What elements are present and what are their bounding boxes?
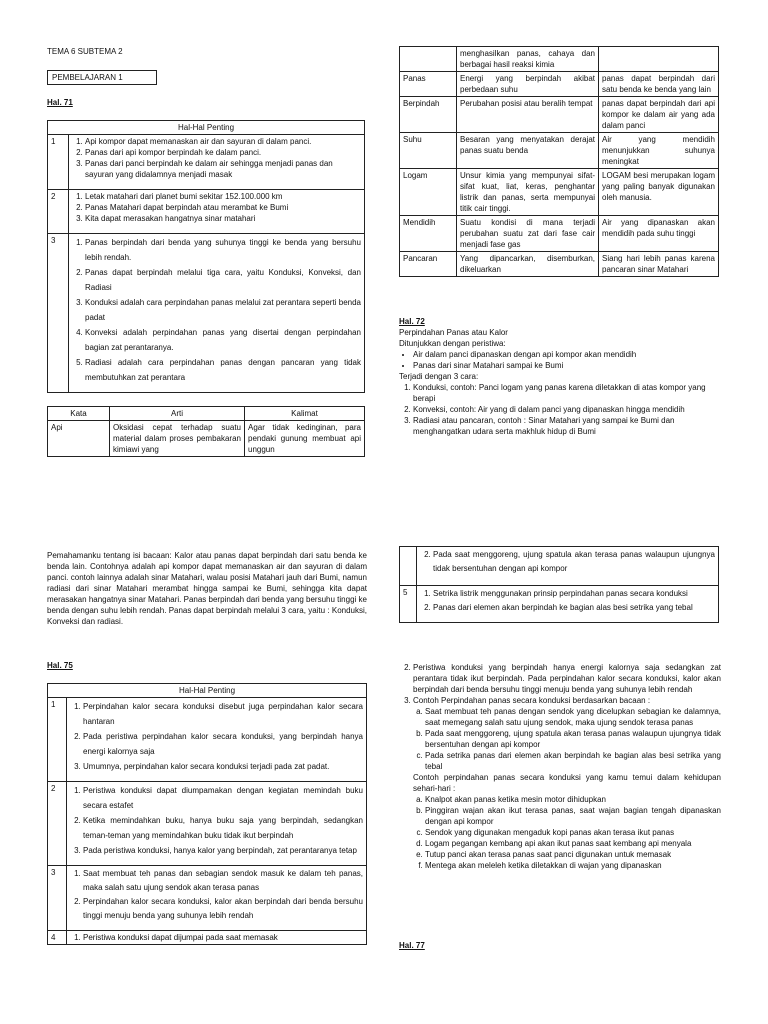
- table-row: menghasilkan panas, cahaya dan berbagai hasil reaksi kimia: [400, 47, 719, 72]
- table-row: Api Oksidasi cepat terhadap suatu material dalam proses pembakaran kimiawi yang Agar tidak kedinginan, para pendaki gunung membuat api unggun: [48, 421, 365, 457]
- table-row: 5 1. Setrika listrik menggunakan prinsip perpindahan panas secara konduksi 2. Panas dari elemen akan berpindah ke bagian alas besi setrika yang tebal: [400, 586, 719, 623]
- table-header: Hal-Hal Penting: [48, 121, 365, 135]
- table-row: 3 1. Panas berpindah dari benda yang suhunya tinggi ke benda yang bersuhu lebih rendah. 2. Panas dapat berpindah melalui tiga cara, yaitu Konduksi, Konveksi, dan Radiasi 3. Konduksi adalah cara perpindahan panas melalui zat perantara seperti benda padat 4. Konveksi adalah perpindahan panas yang disertai dengan perpindahan bagian zat perantaranya. 5. Radiasi adalah cara perpindahan panas dengan pancaran yang tidak membutuhkan zat perantara: [48, 234, 365, 393]
- answer-list: 2. Peristiwa konduksi yang berpindah hanya energi kalornya saja sedangkan zat perantara tidak ikut berpindah. Pada perpindahan kalor secara konduksi, kalor akan berpindah dari benda bersuhu tinggi menuju benda yang suhunya lebih rendah 3. Contoh Perpindahan panas secara konduksi berdasarkan bacaan : a. Saat membuat teh panas dengan sendok yang dicelupkan sebagian ke dalamnya, saat memegang salah satu ujung sendok, maka ujung sendok terasa panas b. Pada saat menggoreng, ujung spatula akan terasa panas walaupun ujungnya tidak bersentuhan dengan api kompor c. Pada setrika panas dari elemen akan berpindah ke bagian alas besi setrika yang tebal Contoh perpindahan panas secara konduksi yang kamu temui dalam kehidupan sehari-hari : a. Knalpot akan panas ketika mesin motor dihidupkan b. Pinggiran wajan akan ikut terasa panas, saat wajan bagian tengah dipanaskan dengan api kompor c. Sendok yang digunakan mengaduk kopi panas akan terasa ikut panas d. Logam pegangan kembang api akan ikut panas saat kembang api menyala e. Tutup panci akan terasa panas saat panci digunakan untuk memasak f. Mentega akan meleleh ketika diletakkan di wajan yang dipanaskan: [399, 662, 721, 871]
- heading: TEMA 6 SUBTEMA 2: [47, 47, 123, 56]
- answers-section: [399, 662, 721, 871]
- row-list: 1. Peristiwa konduksi dapat dijumpai pada saat memasak: [70, 932, 363, 943]
- hal-penting-table-2: [47, 683, 367, 945]
- table-row: 3 1. Saat membuat teh panas dan sebagian sendok masuk ke dalam teh panas, maka salah satu ujung sendok akan terasa panas 2. Perpindahan kalor secara konduksi, kalor akan berpindah dari benda bersuhu tinggi menuju benda yang suhunya lebih rendah: [48, 866, 367, 931]
- row-list: 1. Setrika listrik menggunakan prinsip perpindahan panas secara konduksi 2. Panas dari elemen akan berpindah ke bagian alas besi setrika yang tebal: [420, 587, 715, 615]
- hal-77: Hal. 77: [399, 941, 425, 950]
- table-row: Berpindah Perubahan posisi atau beralih tempat panas dapat berpindah dari api kompor ke dalam air yang ada dalam panci: [400, 97, 719, 133]
- table-row: 1 1. Perpindahan kalor secara konduksi disebut juga perpindahan kalor secara hantaran 2. Pada peristiwa perpindahan kalor secara konduksi, yang berpindah hanya energi kalornya saja 3. Umumnya, perpindahan kalor secara konduksi terjadi pada zat padat.: [48, 698, 367, 782]
- table-row: Logam Unsur kimia yang mempunyai sifat-sifat kuat, liat, keras, penghantar listrik dan panas, serta mempunyai titik cair tinggi. LOGAM besi merupakan logam yang paling banyak digunakan oleh manusia.: [400, 169, 719, 216]
- pemahaman-paragraph: Pemahamanku tentang isi bacaan: Kalor atau panas dapat berpindah dari satu benda ke benda lain. Contohnya adalah api kompor dapat memanaskan air dan sayuran di dalam panci. contoh lainnya adalah sinar Matahari, walau posisi Matahari jauh dari Bumi, namun radiasi dari sinar Matahari merambat hingga sampai ke Bumi, sehingga kita dapat merasakan hangatnya sinar Matahari. Panas berpindah dari benda yang bersuhu tinggi ke benda dengan suhu lebih rendah. Panas dapat berpindah melalui 3 cara, yaitu : Konduksi, Konveksi dan radiasi.: [47, 551, 367, 626]
- table-row: 2 1. Letak matahari dari planet bumi sekitar 152.100.000 km 2. Panas Matahari dapat berpindah atau merambat ke Bumi 3. Kita dapat merasakan hangatnya sinar matahari: [48, 190, 365, 234]
- table-header: Hal-Hal Penting: [48, 684, 367, 698]
- kata-table-right: [399, 46, 719, 277]
- row-list: 1. Api kompor dapat memanaskan air dan sayuran di dalam panci. 2. Panas dari api kompor berpindah ke dalam panci. 3. Panas dari panci berpindah ke dalam air sehingga menjadi panas dan sayuran yang didalamnya menjadi masak: [72, 136, 361, 180]
- answer-sublist: a. Saat membuat teh panas dengan sendok yang dicelupkan sebagian ke dalamnya, saat memegang salah satu ujung sendok, maka ujung sendok terasa panas b. Pada saat menggoreng, ujung spatula akan terasa panas walaupun ujungnya tidak bersentuhan dengan api kompor c. Pada setrika panas dari elemen akan berpindah ke bagian alas besi setrika yang tebal: [413, 706, 721, 772]
- hal-72: Hal. 72: [399, 317, 425, 326]
- table-row: 4 1. Peristiwa konduksi dapat dijumpai pada saat memasak: [48, 931, 367, 945]
- table-row: Panas Energi yang berpindah akibat perbedaan suhu panas dapat berpindah dari satu benda ke benda yang lain: [400, 72, 719, 97]
- answer-sublist: a. Knalpot akan panas ketika mesin motor dihidupkan b. Pinggiran wajan akan ikut terasa panas, saat wajan bagian tengah dipanaskan dengan api kompor c. Sendok yang digunakan mengaduk kopi panas akan terasa ikut panas d. Logam pegangan kembang api akan ikut panas saat kembang api menyala e. Tutup panci akan terasa panas saat panci digunakan untuk memasak f. Mentega akan meleleh ketika diletakkan di wajan yang dipanaskan: [413, 794, 721, 871]
- row-list: 2. Pada saat menggoreng, ujung spatula akan terasa panas walaupun ujungnya tidak bersentuhan dengan api kompor: [420, 548, 715, 576]
- kata-table-left: Kata Arti Kalimat Api Oksidasi cepat terhadap suatu material dalam proses pembakaran kimiawi yang Agar tidak kedinginan, para pendaki gunung membuat api unggun: [47, 406, 365, 457]
- hal-71: Hal. 71: [47, 98, 73, 107]
- table-row: [400, 547, 719, 586]
- row-list: 1. Peristiwa konduksi dapat diumpamakan dengan kegiatan memindah buku secara estafet 2. Ketika memindahkan buku, hanya buku saja yang berpindah, sedangkan teman-teman yang memindahkan buku tidak ikut berpindah 3. Pada peristiwa konduksi, hanya kalor yang berpindah, zat perantaranya tetap: [70, 783, 363, 858]
- cara-list: 1. Konduksi, contoh: Panci logam yang panas karena diletakkan di atas kompor yang berapi 2. Konveksi, contoh: Air yang di dalam panci yang dipanaskan hingga mendidih 3. Radiasi atau pancaran, contoh : Sinar Matahari yang sampai ke Bumi dan menghangatkan udara serta makhluk hidup di Bumi: [399, 382, 721, 437]
- row-list: 1. Saat membuat teh panas dan sebagian sendok masuk ke dalam teh panas, maka salah satu ujung sendok akan terasa panas 2. Perpindahan kalor secara konduksi, kalor akan berpindah dari benda bersuhu tinggi menuju benda yang suhunya lebih rendah: [70, 867, 363, 923]
- table-row: Pancaran Yang dipancarkan, disemburkan, dikeluarkan Siang hari lebih panas karena pancaran sinar Matahari: [400, 252, 719, 277]
- table-row: Mendidih Suatu kondisi di mana terjadi perubahan suatu zat dari fase cair menjadi fase gas Air yang dipanaskan akan mendidih pada suhu tinggi: [400, 216, 719, 252]
- table-row: 1 1. Api kompor dapat memanaskan air dan sayuran di dalam panci. 2. Panas dari api kompor berpindah ke dalam panci. 3. Panas dari panci berpindah ke dalam air sehingga menjadi panas dan sayuran yang didalamnya menjadi masak: [48, 135, 365, 190]
- bullet-list: • Air dalam panci dipanaskan dengan api kompor akan mendidih • Panas dari sinar Matahari sampai ke Bumi: [399, 349, 721, 371]
- hal-penting-table-cont: [399, 546, 719, 623]
- table-row: 2 1. Peristiwa konduksi dapat diumpamakan dengan kegiatan memindah buku secara estafet 2. Ketika memindahkan buku, hanya buku saja yang berpindah, sedangkan teman-teman yang memindahkan buku tidak ikut berpindah 3. Pada peristiwa konduksi, hanya kalor yang berpindah, zat perantaranya tetap: [48, 782, 367, 866]
- row-list: 1. Letak matahari dari planet bumi sekitar 152.100.000 km 2. Panas Matahari dapat berpindah atau merambat ke Bumi 3. Kita dapat merasakan hangatnya sinar matahari: [72, 191, 361, 224]
- row-list: 1. Perpindahan kalor secara konduksi disebut juga perpindahan kalor secara hantaran 2. Pada peristiwa perpindahan kalor secara konduksi, yang berpindah hanya energi kalornya saja 3. Umumnya, perpindahan kalor secara konduksi terjadi pada zat padat.: [70, 699, 363, 774]
- table-row: Suhu Besaran yang menyatakan derajat panas suatu benda Air yang mendidih menunjukkan suhunya meningkat: [400, 133, 719, 169]
- hal-75: Hal. 75: [47, 661, 73, 670]
- hal-penting-table-1: [47, 120, 365, 393]
- hal-72-body: Perpindahan Panas atau Kalor Ditunjukkan dengan peristiwa: • Air dalam panci dipanaskan dengan api kompor akan mendidih • Panas dari sinar Matahari sampai ke Bumi Terjadi dengan 3 cara: 1. Konduksi, contoh: Panci logam yang panas karena diletakkan di atas kompor yang berapi 2. Konveksi, contoh: Air yang di dalam panci yang dipanaskan hingga mendidih 3. Radiasi atau pancaran, contoh : Sinar Matahari yang sampai ke Bumi dan menghangatkan udara serta makhluk hidup di Bumi: [399, 327, 721, 437]
- row-list: 1. Panas berpindah dari benda yang suhunya tinggi ke benda yang bersuhu lebih rendah. 2. Panas dapat berpindah melalui tiga cara, yaitu Konduksi, Konveksi, dan Radiasi 3. Konduksi adalah cara perpindahan panas melalui zat perantara seperti benda padat 4. Konveksi adalah perpindahan panas yang disertai dengan perpindahan bagian zat perantaranya. 5. Radiasi adalah cara perpindahan panas dengan pancaran yang tidak membutuhkan zat perantara: [72, 235, 361, 385]
- lesson-label: PEMBELAJARAN 1: [47, 70, 157, 85]
